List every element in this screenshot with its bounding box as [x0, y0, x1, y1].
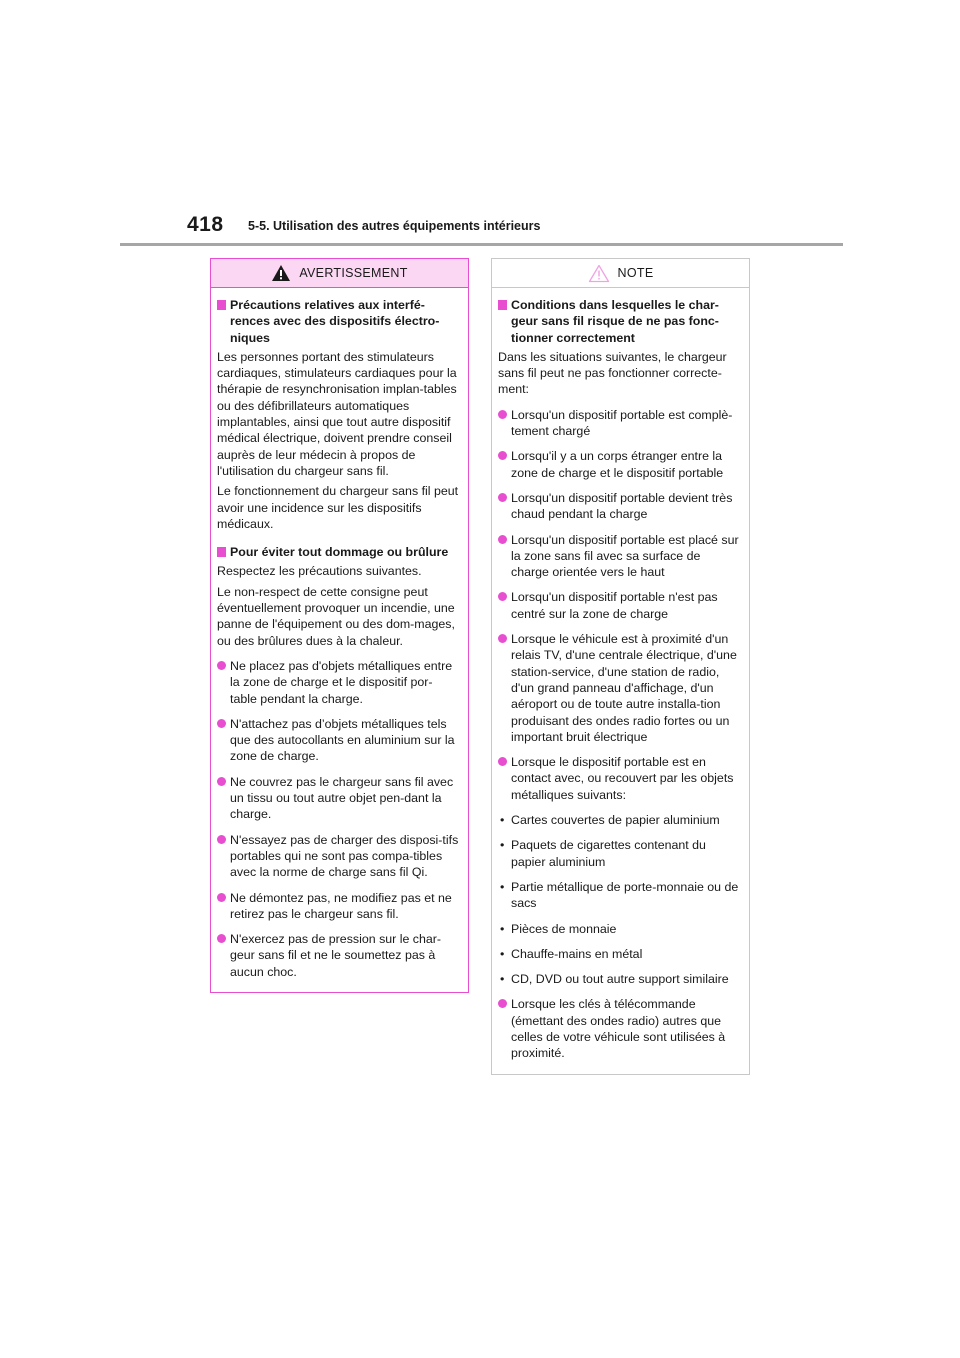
- list-item: N'essayez pas de charger des disposi-tifs portables qui ne sont pas compa-tibles avec la norme de charge sans fil Qi.: [217, 832, 459, 881]
- warning-paragraph: Les personnes portant des stimulateurs cardiaques, stimulateurs cardiaques pour la thérapie de resynchronisation implan-tables ou des défibrillateurs automatiques implantables, ainsi que tout autre dispositif médical électrique, doivent prendre conseil auprès de leur médecin à propos de l'utilisation du chargeur sans fil.: [217, 349, 457, 478]
- list-item: N'exercez pas de pression sur le char-geur sans fil et ne le soumettez pas à aucun choc.: [217, 931, 459, 980]
- list-item: Lorsqu'un dispositif portable est placé sur la zone sans fil avec sa surface de charge orientée vers le haut: [498, 532, 740, 581]
- sub-list-item: • Paquets de cigarettes contenant du papier aluminium: [500, 838, 706, 869]
- note-box: [491, 258, 750, 1075]
- sub-list-item: • Cartes couvertes de papier aluminium: [500, 813, 720, 828]
- warning-heading-damage: Pour éviter tout dommage ou brûlure: [217, 544, 459, 560]
- warning-paragraph: Respectez les précautions suivantes.: [217, 564, 422, 579]
- warning-paragraph: Le non-respect de cette consigne peut éventuellement provoquer un incendie, une panne de l'équipement ou des dom-mages, ou des brûlures dues à la chaleur.: [217, 584, 455, 648]
- circle-bullet-icon: [217, 835, 226, 844]
- warning-box: [210, 258, 469, 993]
- note-paragraph: Dans les situations suivantes, le chargeur sans fil peut ne pas fonctionner correcte-ment:: [498, 349, 727, 397]
- list-item: Lorsque le véhicule est à proximité d'un relais TV, d'une centrale électrique, d'une station-service, d'une station de radio, d'un grand panneau d'affichage, d'un aéroport ou de toute autre installa-tion produisant des ondes radio fortes ou un important bruit électrique: [498, 631, 740, 745]
- circle-bullet-icon: [217, 719, 226, 728]
- list-item: Lorsque le dispositif portable est en contact avec, ou recouvert par les objets métalliques suivants:: [498, 754, 740, 803]
- list-item: Lorsqu'il y a un corps étranger entre la zone de charge et le dispositif portable: [498, 448, 740, 481]
- section-title: 5-5. Utilisation des autres équipements intérieurs: [248, 219, 541, 233]
- note-box-body: [492, 288, 749, 1074]
- warning-box-body: [211, 288, 468, 992]
- list-item: Lorsque les clés à télécommande (émettant des ondes radio) autres que celles de votre véhicule sont utilisées à proximité.: [498, 996, 740, 1061]
- square-bullet-icon: [217, 547, 226, 557]
- circle-bullet-icon: [498, 535, 507, 544]
- list-item: Ne placez pas d'objets métalliques entre la zone de charge et le dispositif por-table pendant la charge.: [217, 658, 459, 707]
- circle-bullet-icon: [498, 634, 507, 643]
- circle-bullet-icon: [498, 451, 507, 460]
- warning-box-title: AVERTISSEMENT: [299, 266, 408, 280]
- list-item: Lorsqu'un dispositif portable devient très chaud pendant la charge: [498, 490, 740, 523]
- circle-bullet-icon: [498, 999, 507, 1008]
- warning-box-header: [211, 259, 468, 288]
- square-bullet-icon: [217, 300, 226, 310]
- sub-list-item: • Partie métallique de porte-monnaie ou de sacs: [500, 879, 739, 911]
- sub-list-item: • Chauffe-mains en métal: [500, 946, 643, 961]
- note-box-title: NOTE: [617, 266, 654, 280]
- circle-bullet-icon: [217, 777, 226, 786]
- list-item: N'attachez pas d’objets métalliques tels que des autocollants en aluminium sur la zone de charge.: [217, 716, 459, 765]
- sub-list-item: • Pièces de monnaie: [500, 921, 617, 936]
- list-item: Ne démontez pas, ne modifiez pas et ne retirez pas le chargeur sans fil.: [217, 890, 459, 923]
- page-number: 418: [187, 213, 224, 236]
- list-item: Lorsqu'un dispositif portable est complè-tement chargé: [498, 407, 740, 440]
- list-item: Lorsqu'un dispositif portable n'est pas centré sur la zone de charge: [498, 589, 740, 622]
- sub-list-item: • CD, DVD ou tout autre support similaire: [500, 972, 729, 987]
- note-box-header: [492, 259, 749, 288]
- circle-bullet-icon: [217, 661, 226, 670]
- circle-bullet-icon: [498, 592, 507, 601]
- header-rule: [120, 243, 843, 246]
- circle-bullet-icon: [217, 934, 226, 943]
- circle-bullet-icon: [498, 410, 507, 419]
- square-bullet-icon: [498, 300, 507, 310]
- circle-bullet-icon: [498, 493, 507, 502]
- note-heading-conditions: Conditions dans lesquelles le char-geur sans fil risque de ne pas fonc-tionner correctement: [498, 297, 740, 346]
- warning-heading-interference: Précautions relatives aux interfé-rences avec des dispositifs électro-niques: [217, 297, 459, 346]
- list-item: Ne couvrez pas le chargeur sans fil avec un tissu ou tout autre objet pen-dant la charge.: [217, 774, 459, 823]
- warning-paragraph: Le fonctionnement du chargeur sans fil peut avoir une incidence sur les dispositifs médicaux.: [217, 484, 459, 531]
- warning-triangle-icon: [271, 264, 291, 282]
- circle-bullet-icon: [498, 757, 507, 766]
- circle-bullet-icon: [217, 893, 226, 902]
- caution-triangle-outline-icon: [588, 264, 610, 283]
